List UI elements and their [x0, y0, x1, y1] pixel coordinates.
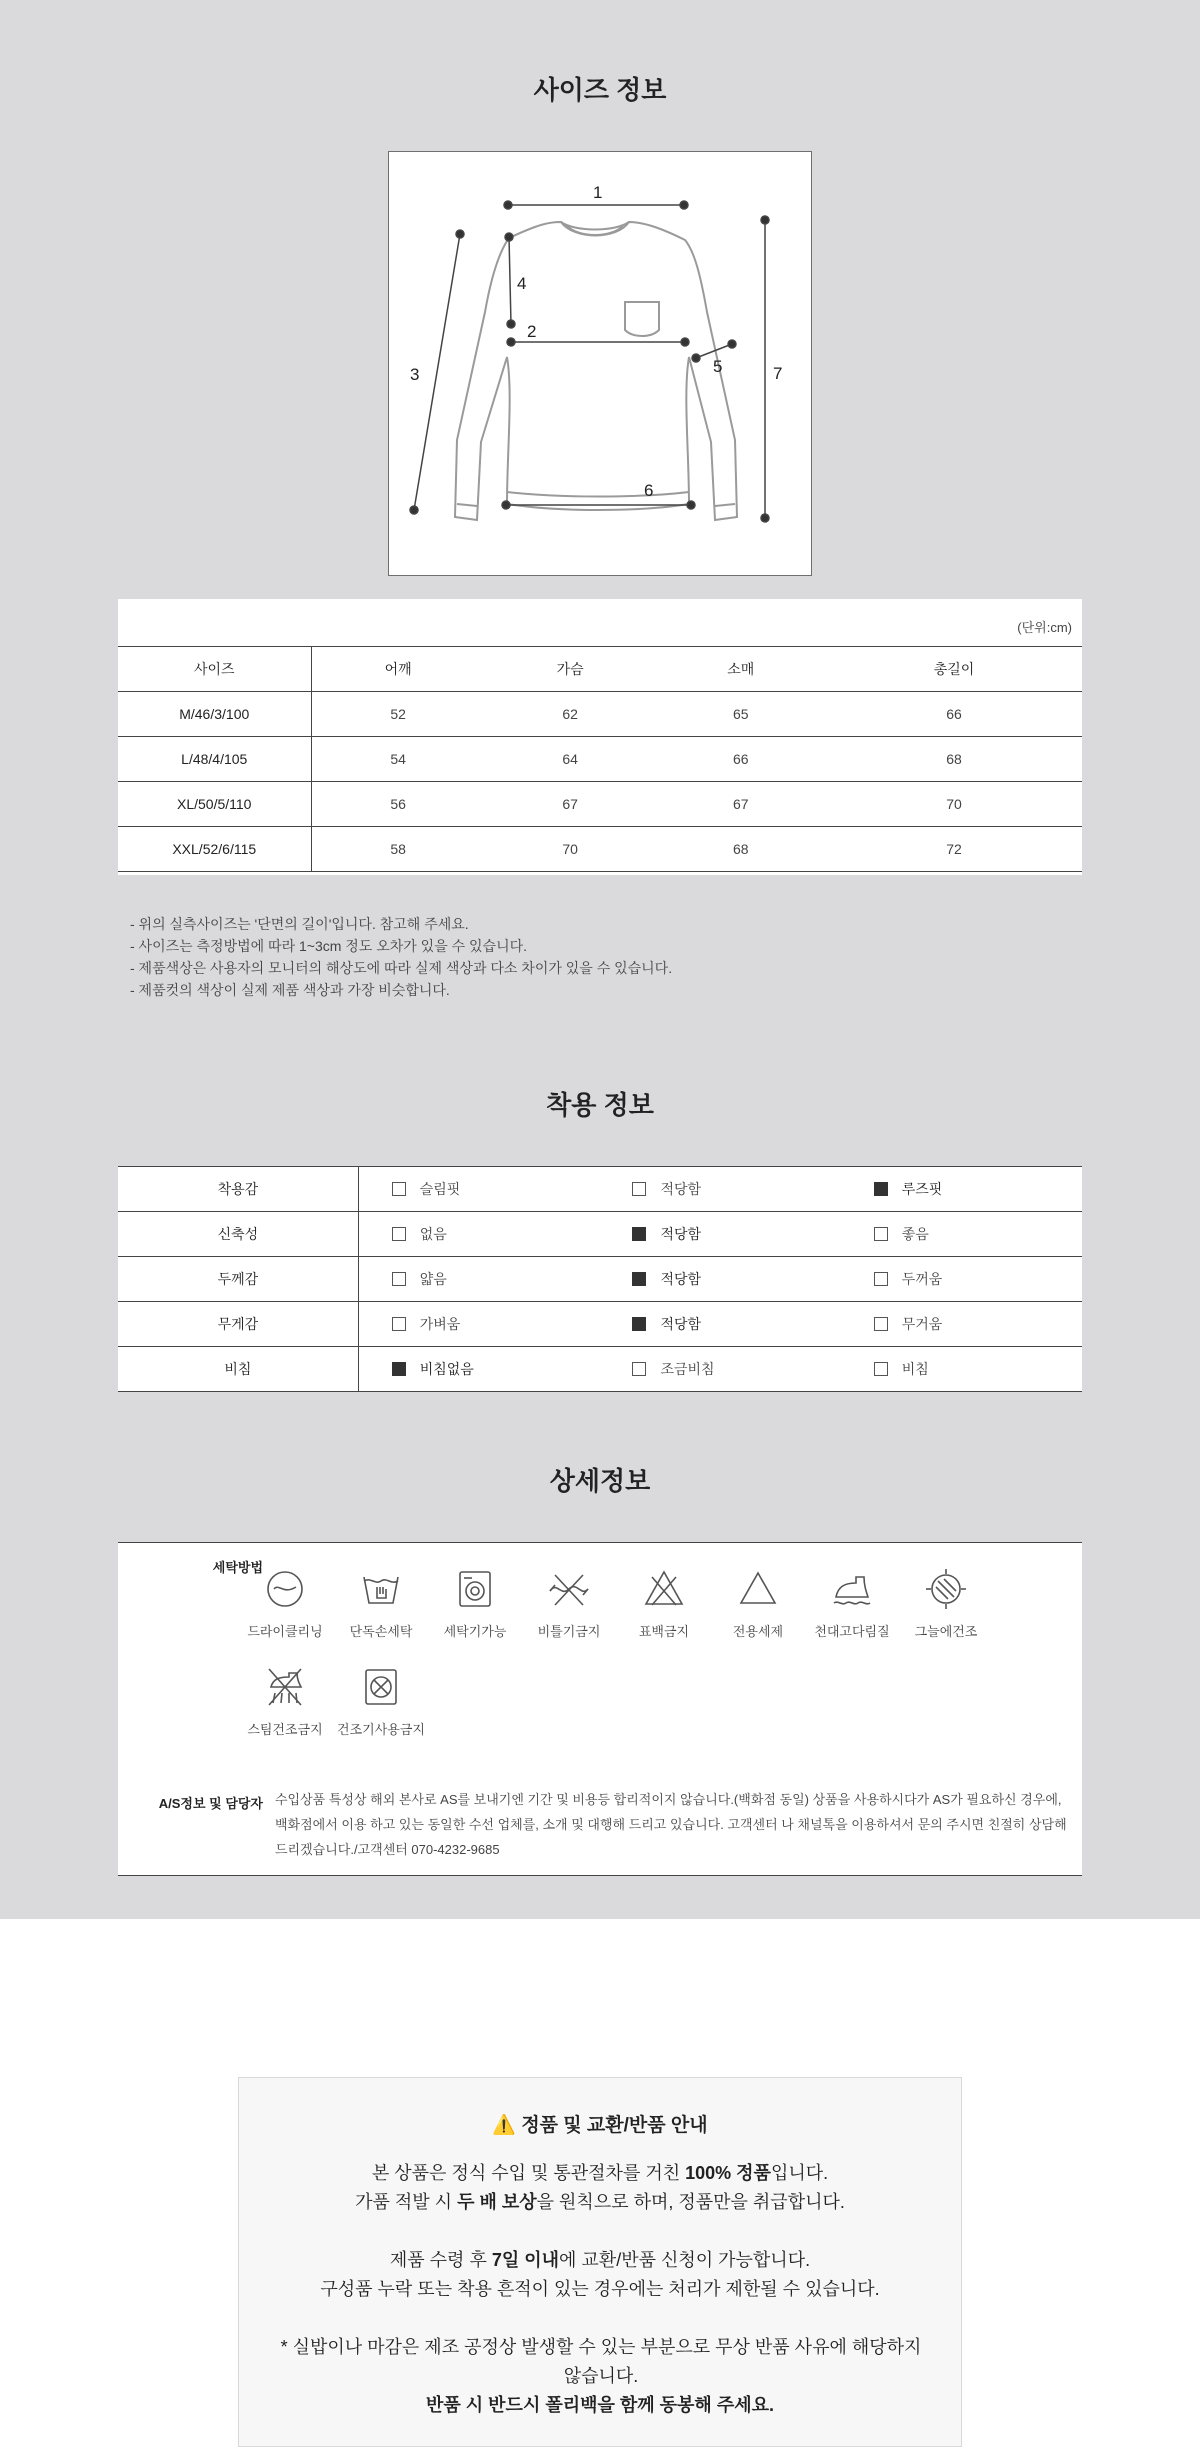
shade-dry-icon [924, 1567, 968, 1611]
care-item-label: 세탁기가능 [443, 1624, 507, 1639]
fit-row [118, 1302, 1082, 1347]
fit-option-label: 가벼움 [419, 1316, 461, 1332]
care-item-label: 드라이클리닝 [247, 1624, 323, 1639]
size-table-panel [118, 599, 1082, 875]
fit-row-label: 비침 [118, 1347, 358, 1392]
checked-box-icon [632, 1317, 646, 1331]
header-length: 총길이 [826, 647, 1082, 692]
care-item-label: 표백금지 [638, 1624, 690, 1639]
value-cell: 68 [655, 827, 826, 872]
fit-option[interactable] [358, 1167, 599, 1212]
detail-info-title: 상세정보 [549, 1466, 651, 1496]
fit-row [118, 1167, 1082, 1212]
warning-icon: ⚠️ [492, 2115, 517, 2136]
care-item-label: 천대고다림질 [814, 1624, 890, 1639]
diagram-label-5: 5 [713, 357, 723, 376]
value-cell: 52 [311, 692, 485, 737]
value-cell: 62 [485, 692, 656, 737]
fit-option-label: 무거움 [901, 1316, 943, 1332]
unchecked-box-icon [392, 1227, 406, 1241]
table-row [118, 782, 1082, 827]
fit-option[interactable] [599, 1347, 840, 1392]
fit-option-label: 루즈핏 [901, 1181, 943, 1197]
notice-line-2 [239, 2188, 961, 2217]
no-bleach-icon [642, 1567, 686, 1611]
fit-option-label: 두꺼움 [901, 1271, 943, 1287]
table-row [118, 737, 1082, 782]
fit-option-label: 적당함 [660, 1316, 702, 1332]
as-info-text: 수입상품 특성상 해외 본사로 AS를 보내기엔 기간 및 비용등 합리적이지 않습니다.(백화점 동일) 상품을 사용하시다가 AS가 필요하신 경우에, 백화점에서 이용 하고 있는 동일한 수선 업체를, 소개 및 대행해 드리고 있습니다. 고객센터 나 채널톡을 이용하셔서 문의 주시면 친절히 상담해 드리겠습니다./고객센터 070-4232-9685 [275, 1792, 1067, 1857]
header-chest: 가슴 [485, 647, 656, 692]
notice-title [239, 2110, 961, 2137]
care-item [333, 1567, 429, 1640]
diagram-label-3: 3 [410, 365, 420, 384]
care-item [427, 1567, 523, 1640]
header-sleeve: 소매 [655, 647, 826, 692]
size-info-title: 사이즈 정보 [533, 75, 667, 105]
care-item [616, 1567, 712, 1640]
value-cell: 66 [655, 737, 826, 782]
diagram-label-2: 2 [527, 322, 537, 341]
size-cell: M/46/3/100 [118, 692, 311, 737]
fit-info-title: 착용 정보 [546, 1090, 654, 1120]
fit-row [118, 1212, 1082, 1257]
fit-option[interactable] [599, 1167, 840, 1212]
notice-line-3 [239, 2246, 961, 2275]
notice-text: 입니다. [770, 2163, 829, 2183]
care-item-label: 전용세제 [732, 1624, 784, 1639]
detail-panel [118, 1542, 1082, 1876]
fit-option-label: 좋음 [901, 1226, 929, 1242]
fit-option[interactable] [358, 1347, 599, 1392]
iron-icon [830, 1567, 874, 1611]
fit-option[interactable] [841, 1257, 1082, 1302]
fit-option[interactable] [358, 1212, 599, 1257]
unchecked-box-icon [632, 1182, 646, 1196]
fit-option[interactable] [841, 1347, 1082, 1392]
note-line: - 제품컷의 색상이 실제 제품 색상과 가장 비슷합니다. [130, 982, 450, 998]
value-cell: 70 [485, 827, 656, 872]
checked-box-icon [874, 1182, 888, 1196]
fit-option-label: 얇음 [419, 1271, 447, 1287]
notice-emphasis: 100% 정품 [685, 2163, 771, 2183]
fit-option-label: 적당함 [660, 1181, 702, 1197]
unchecked-box-icon [874, 1272, 888, 1286]
value-cell: 64 [485, 737, 656, 782]
care-item-label: 스팀건조금지 [247, 1722, 323, 1737]
value-cell: 56 [311, 782, 485, 827]
care-item [237, 1567, 333, 1640]
care-item [237, 1665, 333, 1738]
value-cell: 58 [311, 827, 485, 872]
note-line: - 위의 실측사이즈는 '단면의 길이'입니다. 참고해 주세요. [130, 916, 469, 932]
no-tumble-dry-icon [359, 1665, 403, 1709]
fit-option[interactable] [841, 1212, 1082, 1257]
fit-row [118, 1347, 1082, 1392]
value-cell: 65 [655, 692, 826, 737]
notice-line-5: * 실밥이나 마감은 제조 공정상 발생할 수 있는 부분으로 무상 반품 사유에 해당하지 않습니다. [280, 2337, 922, 2386]
diagram-label-1: 1 [593, 183, 603, 202]
notice-text: 을 원칙으로 하며, 정품만을 취급합니다. [536, 2192, 845, 2212]
table-row [118, 692, 1082, 737]
diagram-label-6: 6 [644, 481, 654, 500]
care-item-label: 건조기사용금지 [337, 1722, 425, 1737]
value-cell: 67 [655, 782, 826, 827]
as-info-label: A/S정보 및 담당자 [158, 1796, 263, 1811]
machine-wash-icon [453, 1567, 497, 1611]
care-item-label: 그늘에건조 [914, 1624, 978, 1639]
value-cell: 54 [311, 737, 485, 782]
fit-option[interactable] [599, 1302, 840, 1347]
fit-option[interactable] [599, 1212, 840, 1257]
unchecked-box-icon [874, 1362, 888, 1376]
dry-clean-icon [263, 1567, 307, 1611]
notice-line-1 [239, 2159, 961, 2188]
fit-option[interactable] [841, 1302, 1082, 1347]
fit-option-label: 적당함 [660, 1226, 702, 1242]
checked-box-icon [632, 1272, 646, 1286]
fit-option[interactable] [358, 1302, 599, 1347]
fit-option-label: 슬림핏 [419, 1181, 461, 1197]
shirt-measurement-diagram [389, 152, 813, 577]
unit-label: (단위:cm) [1017, 620, 1072, 635]
value-cell: 66 [826, 692, 1082, 737]
unchecked-box-icon [392, 1272, 406, 1286]
diagram-label-4: 4 [517, 274, 527, 293]
fit-row-label: 두께감 [118, 1257, 358, 1302]
notice-emphasis: 두 배 보상 [457, 2192, 537, 2212]
no-wring-icon [547, 1567, 591, 1611]
fit-option-label: 비침없음 [419, 1361, 474, 1377]
no-steam-icon [263, 1665, 307, 1709]
note-line: - 사이즈는 측정방법에 따라 1~3cm 정도 오차가 있을 수 있습니다. [130, 938, 528, 954]
wash-method-label: 세탁방법 [212, 1560, 263, 1575]
fit-option-label: 조금비침 [660, 1361, 715, 1377]
care-item-label: 단독손세탁 [349, 1624, 413, 1639]
notice-emphasis: 7일 이내 [491, 2250, 560, 2270]
size-notes [130, 913, 672, 1001]
unchecked-box-icon [392, 1182, 406, 1196]
care-item [898, 1567, 994, 1640]
notice-line-6: 반품 시 반드시 폴리백을 함께 동봉해 주세요. [426, 2395, 774, 2415]
size-table [118, 646, 1082, 872]
unchecked-box-icon [632, 1362, 646, 1376]
fit-option[interactable] [841, 1167, 1082, 1212]
care-item-label: 비틀기금지 [537, 1624, 601, 1639]
notice-text: 제품 수령 후 [389, 2250, 492, 2270]
notice-line-4: 구성품 누락 또는 착용 흔적이 있는 경우에는 처리가 제한될 수 있습니다. [320, 2279, 880, 2299]
care-item [333, 1665, 429, 1738]
fit-row-label: 무게감 [118, 1302, 358, 1347]
care-item [710, 1567, 806, 1640]
table-row [118, 827, 1082, 872]
fit-table [118, 1166, 1082, 1392]
notice-text: 본 상품은 정식 수입 및 통관절차를 거친 [371, 2163, 686, 2183]
value-cell: 70 [826, 782, 1082, 827]
fit-option-label: 적당함 [660, 1271, 702, 1287]
fit-option-label: 비침 [901, 1361, 929, 1377]
unchecked-box-icon [874, 1317, 888, 1331]
value-cell: 68 [826, 737, 1082, 782]
note-line: - 제품색상은 사용자의 모니터의 해상도에 따라 실제 색상과 다소 차이가 있을 수 있습니다. [130, 960, 673, 976]
bleach-triangle-icon [736, 1567, 780, 1611]
fit-row [118, 1257, 1082, 1302]
size-cell: L/48/4/105 [118, 737, 311, 782]
care-item [521, 1567, 617, 1640]
value-cell: 72 [826, 827, 1082, 872]
fit-option[interactable] [358, 1257, 599, 1302]
notice-box [238, 2077, 962, 2447]
header-size: 사이즈 [118, 647, 311, 692]
care-item [804, 1567, 900, 1640]
size-cell: XL/50/5/110 [118, 782, 311, 827]
unchecked-box-icon [874, 1227, 888, 1241]
fit-option-label: 없음 [419, 1226, 447, 1242]
checked-box-icon [632, 1227, 646, 1241]
hand-wash-icon [359, 1567, 403, 1611]
value-cell: 67 [485, 782, 656, 827]
header-shoulder: 어깨 [311, 647, 485, 692]
notice-text: 에 교환/반품 신청이 가능합니다. [559, 2250, 811, 2270]
fit-option[interactable] [599, 1257, 840, 1302]
notice-text: 가품 적발 시 [355, 2192, 458, 2212]
diagram-label-7: 7 [773, 364, 783, 383]
notice-title-text: 정품 및 교환/반품 안내 [521, 2115, 708, 2136]
size-diagram [388, 151, 812, 576]
size-table-header [118, 647, 1082, 692]
checked-box-icon [392, 1362, 406, 1376]
size-cell: XXL/52/6/115 [118, 827, 311, 872]
fit-row-label: 착용감 [118, 1167, 358, 1212]
fit-row-label: 신축성 [118, 1212, 358, 1257]
unchecked-box-icon [392, 1317, 406, 1331]
